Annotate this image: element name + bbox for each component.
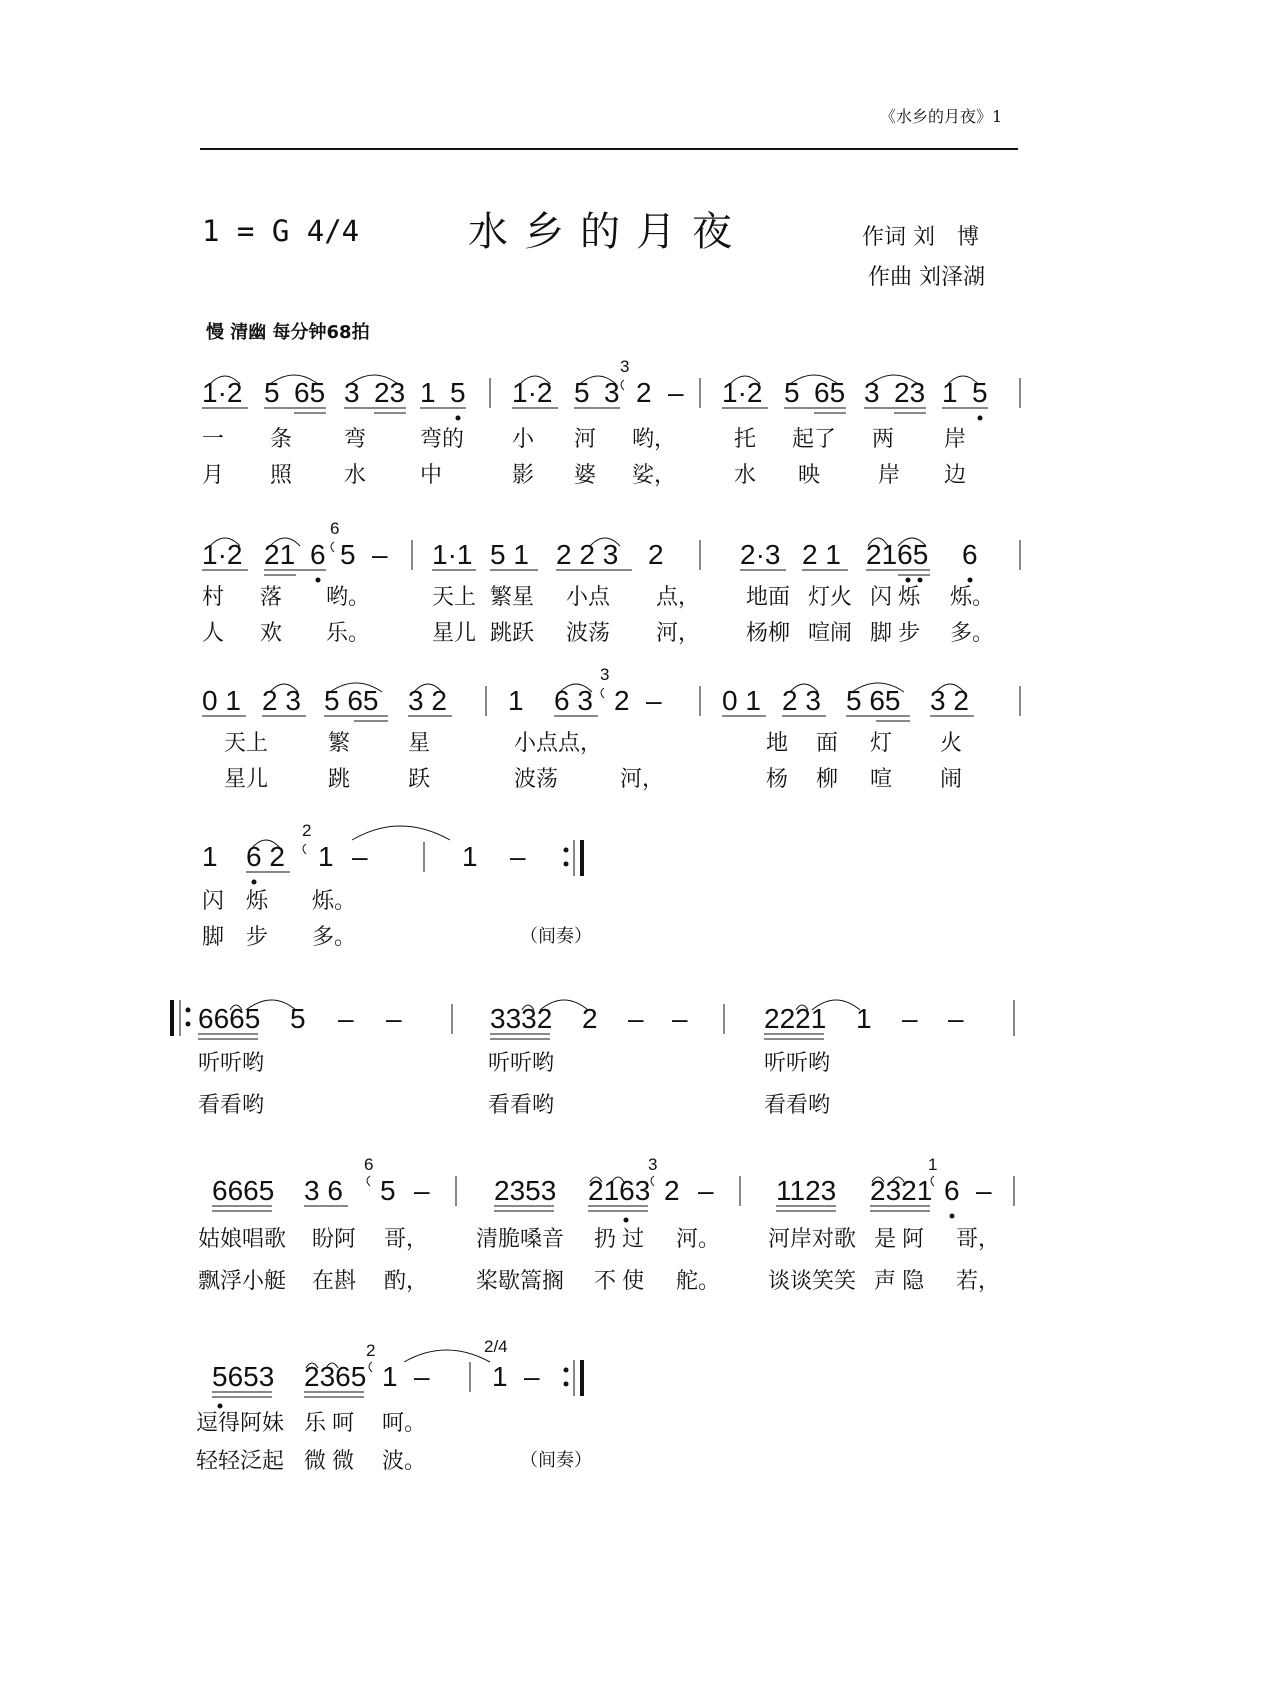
- row-1-lyrics-1: [202, 426, 966, 452]
- svg-text:步: 步: [246, 924, 269, 949]
- svg-text:弯: 弯: [344, 426, 367, 451]
- svg-text:1: 1: [508, 685, 524, 716]
- svg-text:谈谈笑笑: 谈谈笑笑: [768, 1268, 857, 1293]
- svg-text:2165: 2165: [866, 539, 929, 570]
- svg-text:起了: 起了: [792, 426, 837, 451]
- svg-text:弯的: 弯的: [420, 426, 465, 451]
- svg-text:3 2: 3 2: [930, 685, 969, 716]
- svg-text:波荡: 波荡: [566, 620, 611, 645]
- svg-text:5: 5: [340, 539, 356, 570]
- note: 5: [450, 377, 466, 408]
- svg-text:小点点，: 小点点，: [514, 730, 603, 755]
- svg-text:清脆嗓音: 清脆嗓音: [476, 1226, 565, 1251]
- song-title: 水乡的月夜: [468, 209, 748, 255]
- svg-text:落: 落: [260, 584, 283, 609]
- svg-text:不 使: 不 使: [594, 1268, 645, 1293]
- svg-text:2365: 2365: [304, 1361, 367, 1392]
- note: 23: [374, 377, 406, 408]
- svg-text:哥，: 哥，: [956, 1226, 1001, 1251]
- svg-text:2 3: 2 3: [782, 685, 821, 716]
- svg-text:2 1: 2 1: [802, 539, 841, 570]
- row-5-notes: [172, 1000, 1014, 1039]
- row-3-lyrics-1: [224, 730, 962, 756]
- note: 5: [972, 377, 988, 408]
- svg-text:–: –: [646, 685, 662, 716]
- row-2-lyrics-2: [202, 620, 994, 646]
- svg-text:跳: 跳: [328, 766, 351, 791]
- svg-text:多。: 多。: [312, 924, 357, 949]
- svg-text:–: –: [948, 1003, 964, 1034]
- svg-text:姑娘唱歌: 姑娘唱歌: [198, 1226, 287, 1251]
- svg-text:21: 21: [264, 539, 296, 570]
- svg-text:–: –: [698, 1175, 714, 1206]
- svg-text:–: –: [628, 1003, 644, 1034]
- svg-text:1·2: 1·2: [202, 539, 243, 570]
- note: 1·2: [512, 377, 553, 408]
- svg-text:看看哟: 看看哟: [764, 1092, 831, 1117]
- grace-note: 3: [620, 357, 630, 376]
- svg-text:烁。: 烁。: [950, 584, 995, 609]
- svg-text:微 微: 微 微: [304, 1448, 355, 1473]
- svg-text:一: 一: [202, 426, 225, 451]
- svg-text:2: 2: [582, 1003, 598, 1034]
- svg-text:河，: 河，: [656, 620, 701, 645]
- svg-text:河。: 河。: [676, 1226, 721, 1251]
- svg-text:6 3: 6 3: [554, 685, 593, 716]
- note: 1: [420, 377, 436, 408]
- note: 1: [942, 377, 958, 408]
- svg-text:3: 3: [600, 665, 610, 684]
- svg-text:6665: 6665: [198, 1003, 261, 1034]
- note: 5: [264, 377, 280, 408]
- svg-text:5 1: 5 1: [490, 539, 529, 570]
- row-4-notes: [202, 821, 582, 885]
- svg-text:小: 小: [512, 426, 535, 451]
- svg-text:–: –: [510, 841, 526, 872]
- svg-text:6: 6: [310, 539, 326, 570]
- svg-text:烁。: 烁。: [312, 888, 357, 913]
- row-7-notes: [212, 1337, 582, 1409]
- note: 3: [344, 377, 360, 408]
- svg-text:闹: 闹: [940, 766, 963, 791]
- svg-text:–: –: [414, 1361, 430, 1392]
- svg-text:照: 照: [270, 462, 293, 487]
- svg-text:2: 2: [366, 1341, 376, 1360]
- svg-text:小点: 小点: [566, 584, 611, 609]
- note: 2: [636, 377, 652, 408]
- lyricist-credit: 作词 刘 博: [862, 225, 979, 250]
- svg-text:乐 呵: 乐 呵: [304, 1410, 355, 1435]
- note: 65: [294, 377, 326, 408]
- svg-text:3: 3: [648, 1155, 658, 1174]
- svg-text:哟。: 哟。: [326, 584, 371, 609]
- svg-text:1: 1: [318, 841, 334, 872]
- svg-text:繁星: 繁星: [490, 584, 535, 609]
- svg-text:2 2 3: 2 2 3: [556, 539, 619, 570]
- row-5-lyrics: [198, 1050, 830, 1117]
- svg-text:灯火: 灯火: [808, 584, 853, 609]
- svg-text:火: 火: [940, 730, 963, 755]
- svg-text:地面: 地面: [746, 584, 791, 609]
- svg-text:–: –: [352, 841, 368, 872]
- svg-text:岸: 岸: [944, 426, 967, 451]
- svg-text:映: 映: [798, 462, 821, 487]
- svg-text:跳跃: 跳跃: [490, 620, 535, 645]
- svg-text:酌，: 酌，: [384, 1268, 429, 1293]
- row-1-notes: [202, 357, 1020, 421]
- svg-text:轻轻泛起: 轻轻泛起: [196, 1448, 285, 1473]
- svg-text:喧闹: 喧闹: [808, 620, 853, 645]
- svg-text:水: 水: [344, 462, 367, 487]
- svg-text:河岸对歌: 河岸对歌: [768, 1226, 857, 1251]
- svg-text:飘浮小艇: 飘浮小艇: [198, 1268, 287, 1293]
- svg-text:3332: 3332: [490, 1003, 553, 1034]
- svg-text:–: –: [524, 1361, 540, 1392]
- tempo-marking: 慢 清幽 每分钟68拍: [206, 322, 370, 343]
- svg-text:–: –: [372, 539, 388, 570]
- svg-text:两: 两: [872, 426, 895, 451]
- svg-text:1·1: 1·1: [432, 539, 473, 570]
- svg-text:2·3: 2·3: [740, 539, 781, 570]
- svg-text:6: 6: [330, 519, 340, 538]
- svg-text:繁: 繁: [328, 730, 351, 755]
- svg-text:条: 条: [270, 426, 293, 451]
- running-title: 《水乡的月夜》1: [880, 107, 1003, 126]
- svg-text:5: 5: [380, 1175, 396, 1206]
- svg-text:舵。: 舵。: [676, 1268, 721, 1293]
- note: 1·2: [722, 377, 763, 408]
- dash: –: [668, 377, 684, 408]
- row-4-lyrics: [202, 888, 592, 949]
- svg-text:河: 河: [574, 426, 597, 451]
- svg-text:–: –: [672, 1003, 688, 1034]
- svg-text:乐。: 乐。: [326, 620, 371, 645]
- svg-text:闪 烁: 闪 烁: [870, 584, 921, 609]
- svg-text:是 阿: 是 阿: [874, 1226, 925, 1251]
- svg-text:中: 中: [420, 462, 443, 487]
- note: 1·2: [202, 377, 243, 408]
- row-6-lyrics: [198, 1226, 1000, 1294]
- svg-text:声 隐: 声 隐: [874, 1268, 925, 1293]
- svg-text:人: 人: [202, 620, 225, 645]
- svg-text:扔 过: 扔 过: [594, 1226, 645, 1251]
- svg-text:月: 月: [202, 462, 225, 487]
- svg-text:1: 1: [928, 1155, 938, 1174]
- svg-text:0 1: 0 1: [202, 685, 241, 716]
- svg-text:烁: 烁: [246, 888, 269, 913]
- svg-text:5 65: 5 65: [324, 685, 379, 716]
- svg-text:–: –: [338, 1003, 354, 1034]
- svg-text:岸: 岸: [878, 462, 901, 487]
- svg-text:6 2: 6 2: [246, 841, 285, 872]
- row-6-notes: [212, 1155, 1014, 1223]
- svg-text:听听哟: 听听哟: [488, 1050, 555, 1075]
- svg-text:2 3: 2 3: [262, 685, 301, 716]
- svg-text:6: 6: [944, 1175, 960, 1206]
- svg-text:3 6: 3 6: [304, 1175, 343, 1206]
- note: 23: [894, 377, 926, 408]
- svg-text:看看哟: 看看哟: [198, 1092, 265, 1117]
- svg-text:2: 2: [614, 685, 630, 716]
- svg-text:地: 地: [766, 730, 789, 755]
- svg-text:2163: 2163: [588, 1175, 651, 1206]
- note: 65: [814, 377, 846, 408]
- note: 3: [864, 377, 880, 408]
- svg-text:1123: 1123: [776, 1175, 837, 1206]
- svg-text:1: 1: [462, 841, 478, 872]
- svg-text:桨歇篙搁: 桨歇篙搁: [476, 1268, 565, 1293]
- svg-text:杨柳: 杨柳: [746, 620, 791, 645]
- svg-text:跃: 跃: [408, 766, 431, 791]
- svg-text:灯: 灯: [870, 730, 893, 755]
- note: 5: [784, 377, 800, 408]
- svg-text:闪: 闪: [202, 888, 225, 913]
- svg-text:听听哟: 听听哟: [198, 1050, 265, 1075]
- time-change: 2/4: [484, 1337, 508, 1356]
- interlude-label: （间奏）: [520, 926, 592, 946]
- svg-text:天上: 天上: [432, 584, 477, 609]
- row-3-notes: [202, 665, 1020, 721]
- svg-text:多。: 多。: [950, 620, 995, 645]
- svg-text:1: 1: [202, 841, 218, 872]
- svg-text:3 2: 3 2: [408, 685, 447, 716]
- svg-text:–: –: [976, 1175, 992, 1206]
- svg-text:–: –: [386, 1003, 402, 1034]
- svg-text:面: 面: [816, 730, 839, 755]
- svg-text:2: 2: [664, 1175, 680, 1206]
- svg-text:2353: 2353: [494, 1175, 557, 1206]
- svg-text:逗得阿妹: 逗得阿妹: [196, 1410, 285, 1435]
- composer-credit: 作曲 刘泽湖: [868, 265, 985, 290]
- svg-text:天上: 天上: [224, 730, 269, 755]
- svg-text:哟，: 哟，: [632, 426, 677, 451]
- row-3-lyrics-2: [224, 766, 962, 792]
- svg-text:脚: 脚: [202, 924, 225, 949]
- svg-text:影: 影: [512, 462, 535, 487]
- svg-text:6: 6: [962, 539, 978, 570]
- svg-text:杨: 杨: [766, 766, 789, 791]
- svg-text:看看哟: 看看哟: [488, 1092, 555, 1117]
- svg-text:2: 2: [648, 539, 664, 570]
- svg-text:婆: 婆: [574, 462, 597, 487]
- row-1-lyrics-2: [202, 462, 966, 488]
- note: 5: [574, 377, 590, 408]
- svg-text:5 65: 5 65: [846, 685, 901, 716]
- svg-text:听听哟: 听听哟: [764, 1050, 831, 1075]
- svg-text:娑，: 娑，: [632, 462, 677, 487]
- svg-text:2: 2: [302, 821, 312, 840]
- svg-text:哥，: 哥，: [384, 1226, 429, 1251]
- svg-text:星儿: 星儿: [224, 766, 269, 791]
- svg-text:在斟: 在斟: [312, 1268, 357, 1293]
- svg-text:柳: 柳: [816, 766, 839, 791]
- svg-text:星儿: 星儿: [432, 620, 477, 645]
- svg-text:盼阿: 盼阿: [312, 1226, 357, 1251]
- svg-text:1: 1: [492, 1361, 508, 1392]
- svg-text:5653: 5653: [212, 1361, 275, 1392]
- row-2-notes: [202, 519, 1020, 583]
- svg-text:波。: 波。: [382, 1448, 427, 1473]
- key-signature: 1 = G 4/4: [202, 214, 360, 248]
- svg-text:6665: 6665: [212, 1175, 275, 1206]
- svg-text:河，: 河，: [620, 766, 665, 791]
- row-7-lyrics: [196, 1410, 592, 1473]
- svg-text:1: 1: [856, 1003, 872, 1034]
- svg-text:脚 步: 脚 步: [870, 620, 921, 645]
- svg-text:边: 边: [944, 462, 967, 487]
- svg-text:欢: 欢: [260, 620, 283, 645]
- svg-text:–: –: [414, 1175, 430, 1206]
- svg-text:托: 托: [734, 426, 757, 451]
- svg-text:喧: 喧: [870, 766, 893, 791]
- svg-text:–: –: [902, 1003, 918, 1034]
- svg-text:若，: 若，: [956, 1268, 1001, 1293]
- svg-text:0 1: 0 1: [722, 685, 761, 716]
- svg-text:呵。: 呵。: [382, 1410, 427, 1435]
- svg-text:1: 1: [382, 1361, 398, 1392]
- svg-text:点，: 点，: [656, 584, 701, 609]
- svg-text:6: 6: [364, 1155, 374, 1174]
- svg-text:水: 水: [734, 462, 757, 487]
- svg-text:波荡: 波荡: [514, 766, 559, 791]
- svg-text:村: 村: [202, 584, 225, 609]
- svg-text:2321: 2321: [870, 1175, 933, 1206]
- interlude-label: （间奏）: [520, 1450, 592, 1470]
- note: 3: [604, 377, 620, 408]
- svg-text:2221: 2221: [764, 1003, 827, 1034]
- svg-text:星: 星: [408, 730, 431, 755]
- row-2-lyrics-1: [202, 584, 994, 610]
- svg-text:5: 5: [290, 1003, 306, 1034]
